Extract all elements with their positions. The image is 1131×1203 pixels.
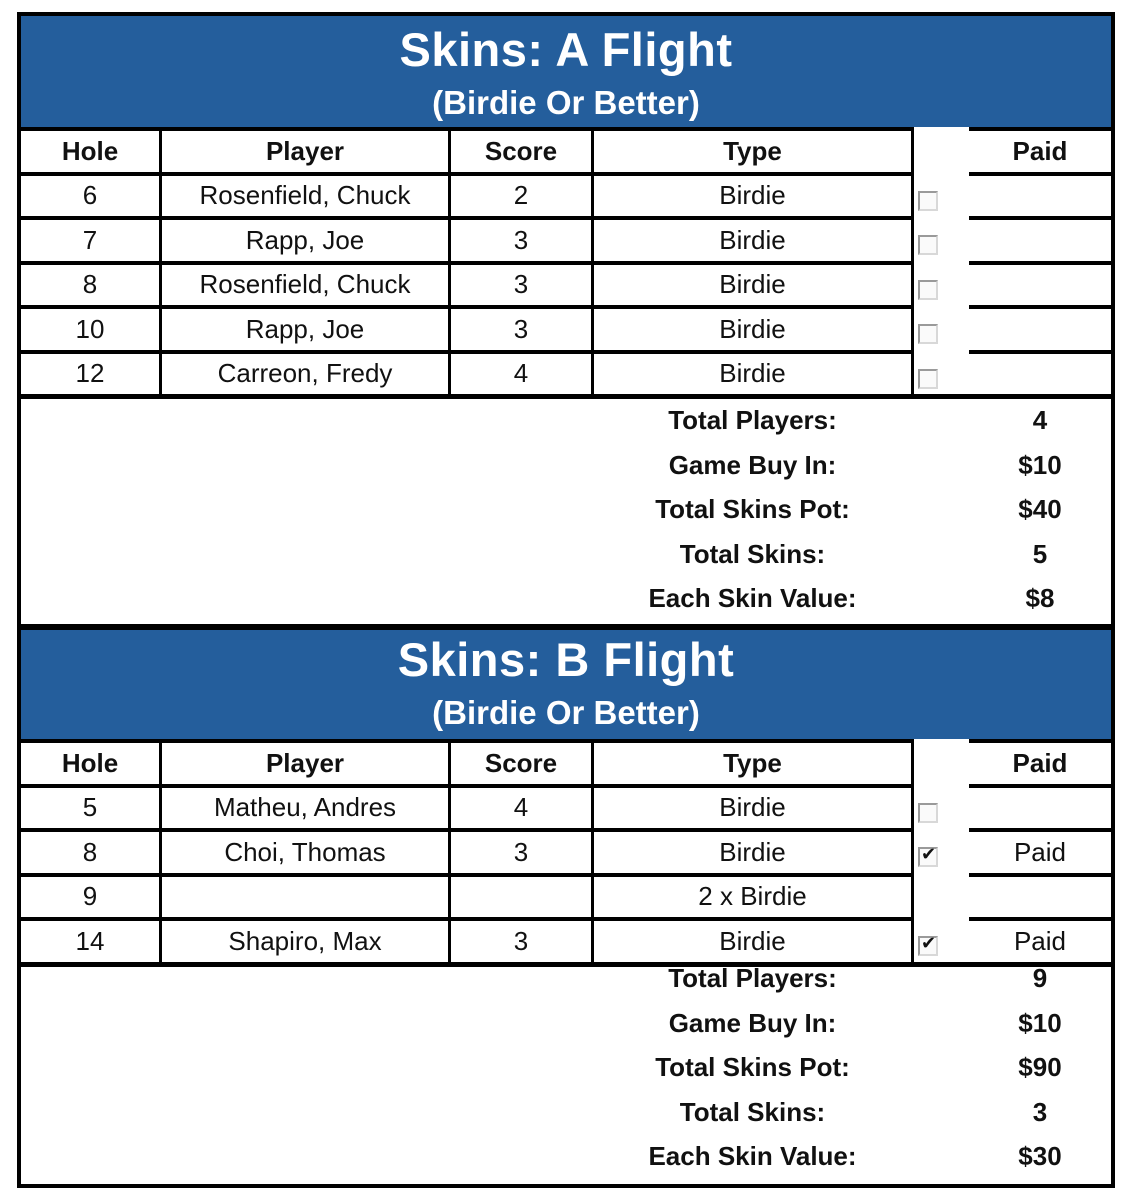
player-cell: Shapiro, Max (162, 917, 451, 962)
hole-cell: 5 (21, 784, 162, 829)
paid-checkbox[interactable] (918, 191, 938, 211)
table-row (21, 172, 1111, 217)
flight-b-title: Skins: B Flight (397, 633, 735, 686)
paid-cell (969, 784, 1111, 829)
paid-cell (969, 350, 1111, 395)
type-cell: Birdie (594, 172, 911, 217)
summary-row-pot (21, 1046, 1111, 1091)
flight-a-summary (21, 399, 1111, 622)
checked-checkbox[interactable] (918, 847, 938, 867)
checked-checkbox[interactable] (918, 936, 938, 956)
table-row (21, 305, 1111, 350)
player-cell: Rosenfield, Chuck (162, 172, 451, 217)
player-cell: Carreon, Fredy (162, 350, 451, 395)
score-cell: 3 (451, 305, 594, 350)
player-cell: Matheu, Andres (162, 784, 451, 829)
summary-label: Total Players: (668, 405, 837, 435)
type-cell: Birdie (594, 917, 911, 962)
paid-checkbox-cell (911, 784, 969, 829)
column-header-paid: Paid (969, 127, 1111, 172)
flight-b-rows (21, 784, 1111, 967)
summary-label: Total Players: (668, 963, 837, 993)
score-cell: 4 (451, 784, 594, 829)
type-cell: Birdie (594, 216, 911, 261)
hole-cell: 8 (21, 261, 162, 306)
player-cell: Rosenfield, Chuck (162, 261, 451, 306)
column-header-paid: Paid (969, 739, 1111, 784)
summary-value: 9 (1032, 963, 1048, 993)
hole-cell: 6 (21, 172, 162, 217)
player-cell: Rapp, Joe (162, 305, 451, 350)
hole-cell: 9 (21, 873, 162, 918)
summary-label: Total Skins: (679, 538, 826, 569)
column-header-score: Score (451, 127, 594, 172)
player-cell: Rapp, Joe (162, 216, 451, 261)
hole-cell: 10 (21, 305, 162, 350)
column-header-player: Player (162, 127, 451, 172)
score-cell: 3 (451, 261, 594, 306)
column-header-type: Type (594, 739, 911, 784)
summary-label: Game Buy In: (668, 449, 837, 480)
summary-value: 4 (1032, 405, 1048, 435)
paid-checkbox[interactable] (918, 235, 938, 255)
player-cell: Choi, Thomas (162, 828, 451, 873)
table-row (21, 261, 1111, 306)
hole-cell: 8 (21, 828, 162, 873)
hole-cell: 14 (21, 917, 162, 962)
summary-value: $40 (1018, 494, 1062, 524)
summary-row-skins (21, 533, 1111, 578)
flight-b-subtitle: (Birdie Or Better) (432, 694, 700, 731)
table-row (21, 216, 1111, 261)
paid-cell (969, 305, 1111, 350)
summary-label: Total Skins Pot: (655, 494, 850, 524)
score-cell: 3 (451, 828, 594, 873)
flight-a-title: Skins: A Flight (399, 23, 733, 76)
summary-value: $30 (1018, 1141, 1062, 1171)
summary-row-skin-value (21, 577, 1111, 622)
table-row (21, 350, 1111, 400)
table-row (21, 873, 1111, 918)
summary-label: Game Buy In: (668, 1007, 837, 1038)
summary-label: Total Skins Pot: (655, 1052, 850, 1082)
column-header-type: Type (594, 127, 911, 172)
flight-b-section (21, 622, 1111, 1184)
flight-b-table (21, 739, 1111, 967)
summary-value: 3 (1032, 1096, 1048, 1127)
paid-cell (969, 172, 1111, 217)
paid-checkbox[interactable] (918, 324, 938, 344)
hole-cell: 7 (21, 216, 162, 261)
column-header-check (911, 127, 969, 172)
table-row (21, 784, 1111, 829)
paid-cell (969, 216, 1111, 261)
type-cell: Birdie (594, 828, 911, 873)
paid-cell (969, 261, 1111, 306)
type-cell: Birdie (594, 350, 911, 395)
table-header-row (21, 127, 1111, 172)
type-cell: Birdie (594, 305, 911, 350)
summary-row-buy-in (21, 444, 1111, 489)
flight-b-banner (21, 624, 1111, 739)
paid-cell (969, 873, 1111, 918)
paid-cell: Paid (969, 828, 1111, 873)
paid-checkbox[interactable] (918, 803, 938, 823)
column-header-score: Score (451, 739, 594, 784)
column-header-player: Player (162, 739, 451, 784)
flight-a-section (21, 16, 1111, 622)
flight-b-summary (21, 957, 1111, 1180)
paid-checkbox-cell (911, 216, 969, 261)
summary-row-players (21, 399, 1111, 444)
flight-a-rows (21, 172, 1111, 400)
type-cell: 2 x Birdie (594, 873, 911, 918)
paid-checkbox-cell (911, 873, 969, 918)
table-row (21, 828, 1111, 873)
score-cell (451, 873, 594, 918)
score-cell: 3 (451, 917, 594, 962)
paid-checkbox-cell (911, 172, 969, 217)
summary-label: Each Skin Value: (648, 1141, 857, 1171)
flight-a-subtitle: (Birdie Or Better) (432, 84, 700, 121)
summary-value: $90 (1018, 1052, 1062, 1082)
flight-a-table (21, 127, 1111, 399)
summary-row-skins (21, 1091, 1111, 1136)
summary-value: 5 (1032, 538, 1048, 569)
score-cell: 4 (451, 350, 594, 395)
column-header-hole: Hole (21, 127, 162, 172)
player-cell (162, 873, 451, 918)
paid-checkbox-cell (911, 828, 969, 873)
paid-checkbox[interactable] (918, 369, 938, 389)
type-cell: Birdie (594, 784, 911, 829)
summary-label: Each Skin Value: (648, 583, 857, 613)
paid-checkbox[interactable] (918, 280, 938, 300)
paid-checkbox-cell (911, 261, 969, 306)
table-header-row (21, 739, 1111, 784)
paid-checkbox-cell (911, 350, 969, 395)
paid-cell: Paid (969, 917, 1111, 962)
skins-sheet (17, 12, 1115, 1188)
summary-value: $10 (1018, 1007, 1062, 1038)
type-cell: Birdie (594, 261, 911, 306)
column-header-hole: Hole (21, 739, 162, 784)
paid-checkbox-cell (911, 917, 969, 962)
summary-row-players (21, 957, 1111, 1002)
hole-cell: 12 (21, 350, 162, 395)
summary-value: $8 (1025, 583, 1055, 613)
summary-value: $10 (1018, 449, 1062, 480)
paid-checkbox-cell (911, 305, 969, 350)
score-cell: 3 (451, 216, 594, 261)
column-header-check (911, 739, 969, 784)
summary-row-skin-value (21, 1135, 1111, 1180)
summary-row-pot (21, 488, 1111, 533)
flight-a-banner (21, 16, 1111, 127)
score-cell: 2 (451, 172, 594, 217)
summary-label: Total Skins: (679, 1096, 826, 1127)
summary-row-buy-in (21, 1002, 1111, 1047)
